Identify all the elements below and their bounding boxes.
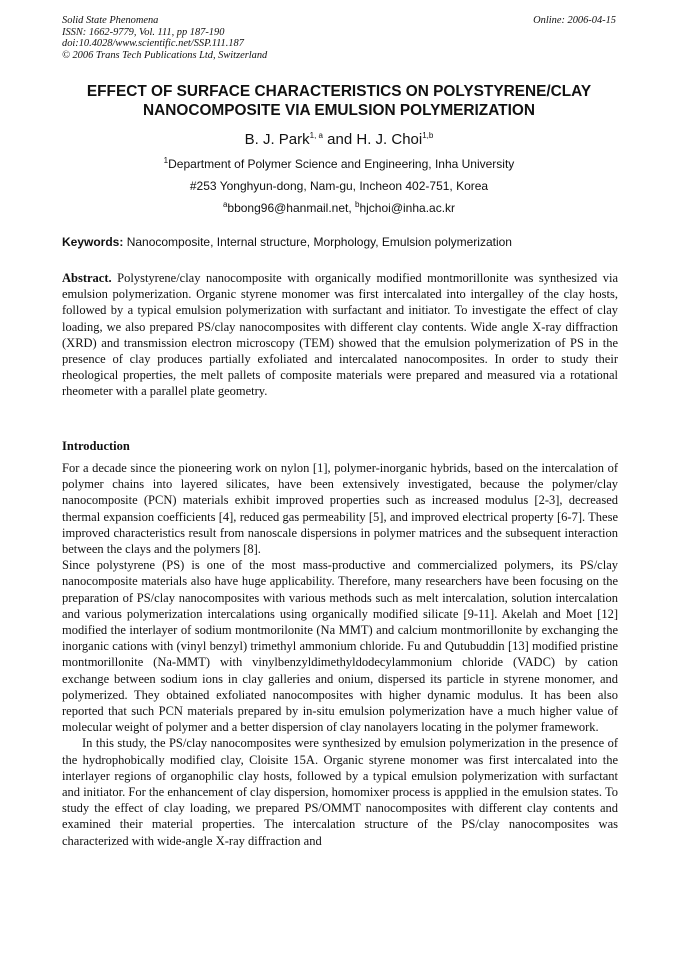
paper-title — [62, 82, 616, 120]
email-a[interactable]: bbong96@hanmail.net, — [227, 201, 356, 215]
affiliation-emails — [62, 201, 616, 216]
intro-paragraph-3: In this study, the PS/clay nanocomposites were synthesized by emulsion polymerization in the presence of the hydrophobically modified clay, Cloisite 15A. Organic styrene monomer was first intercalated into the interlayer regions of organophilic clay hosts, followed by a typical emulsion polymerization with surfactant and initiator. For the enhancement of clay dispersion, homomixer process is appplied in the emulsion states. To study the effect of clay loading, we prepared PS/OMMT nanocomposites with different clay contents and examined their material properties. The intercalation structure of the PS/clay nanocomposites was characterized with wide-angle X-ray diffraction and — [62, 736, 618, 848]
journal-header — [62, 15, 616, 61]
doi-line: doi:10.4028/www.scientific.net/SSP.111.187 — [62, 38, 244, 49]
email-b[interactable]: hjchoi@inha.ac.kr — [359, 201, 456, 215]
issn-line: ISSN: 1662-9779, Vol. 111, pp 187-190 — [62, 26, 225, 38]
keywords-label: Keywords: — [62, 235, 124, 249]
author-line — [62, 131, 616, 149]
affiliation-sup: 1 — [163, 156, 169, 165]
intro-paragraph-1: For a decade since the pioneering work on nylon [1], polymer-inorganic hybrids, based on the intercalation of polymer chains into layered silicates, have been extensively investigated, because the polymer/clay nanocomposite (PCN) materials exhibit improved properties such as increased modulus [2-3], decreased thermal expansion coefficients [4], reduced gas permeability [5], and improved electrical property [6-7]. These improved characteristics result from nanoscale dispersions in polymer matrices and the subsequent interaction between the clays and the polymers [8]. — [62, 461, 618, 557]
intro-paragraph-2: Since polystyrene (PS) is one of the most mass-productive and commercialized polymers, its PS/clay nanocomposite materials also have huge applicability. Therefore, many researchers have been focusing on the preparation of PS/clay nanocomposites with various methods such as melt intercalation, solution intercalation and various polymerization intercalations using organically modified silicate [9-11]. Akelah and Moet [12] modified the interlayer of sodium montmorilonite (Na MMT) and calcium montmorillonite by exchanging the inorganic cations with (vinyl benzyl) trimethyl ammonium chloride. Fu and Qutubuddin [13] modified pristine montmorillonite (Na-MMT) with vinylbenzyldimethyldodecylammonium chloride (VADC) by cation exchange between sodium ions in clay galleries and onium, dispersed its particle in styrene monomer, and polymerized. They obtained exfoliated nanocomposites with higher dynamic modulus. It has been also reported that such PCN materials prepared by in-situ emulsion polymerization have a much higher value of molecular weight of polymer and a better dispersion of clay nanolayers locating in the polymer framework. — [62, 558, 618, 735]
keywords-text: Nanocomposite, Internal structure, Morphology, Emulsion polymerization — [123, 235, 512, 249]
abstract-text: Polystyrene/clay nanocomposite with organically modified montmorillonite was synthesized via emulsion polymerization. Organic styrene monomer was first intercalated into intergalley of the clay hosts, followed by a typical emulsion polymerization with surfactant and initiator. To investigate the effect of clay loading, we also prepared PS/clay nanocomposites with different clay contents. Wide angle X-ray diffraction (XRD) and transmission electron microscopy (TEM) showed that the emulsion polymerization of PS in the presence of clay produces partially exfoliated and intercalated nanocomposites. In order to study their rheological properties, the melt pallets of composite materials were prepared and measured via a rotational rheometer with a parallel plate geometry. — [62, 271, 618, 399]
affiliation-address: #253 Yonghyun-dong, Nam-gu, Incheon 402-751, Korea — [189, 179, 489, 193]
author-conjunction: and — [323, 131, 357, 148]
title-line-2: NANOCOMPOSITE VIA EMULSION POLYMERIZATION — [143, 102, 535, 119]
abstract-label: Abstract. — [62, 271, 112, 285]
introduction-body — [62, 460, 618, 849]
journal-name: Solid State Phenomena — [62, 15, 159, 26]
copyright-line: © 2006 Trans Tech Publications Ltd, Switzerland — [62, 49, 268, 61]
online-date: Online: 2006-04-15 — [533, 15, 616, 26]
email-a-sup: a — [222, 200, 228, 209]
author-1-affil-sup: 1, a — [309, 131, 323, 140]
abstract — [62, 270, 618, 400]
title-line-1: EFFECT OF SURFACE CHARACTERISTICS ON POLYSTYRENE/CLAY — [86, 83, 592, 100]
keywords — [62, 235, 618, 250]
email-b-sup: b — [355, 200, 360, 209]
author-1: B. J. Park — [244, 131, 310, 148]
affiliation-department: Department of Polymer Science and Engineering, Inha University — [168, 157, 515, 171]
author-2: H. J. Choi — [356, 131, 423, 148]
affiliation-line-1 — [62, 157, 616, 172]
introduction-heading: Introduction — [62, 439, 130, 453]
author-2-affil-sup: 1,b — [422, 131, 434, 140]
